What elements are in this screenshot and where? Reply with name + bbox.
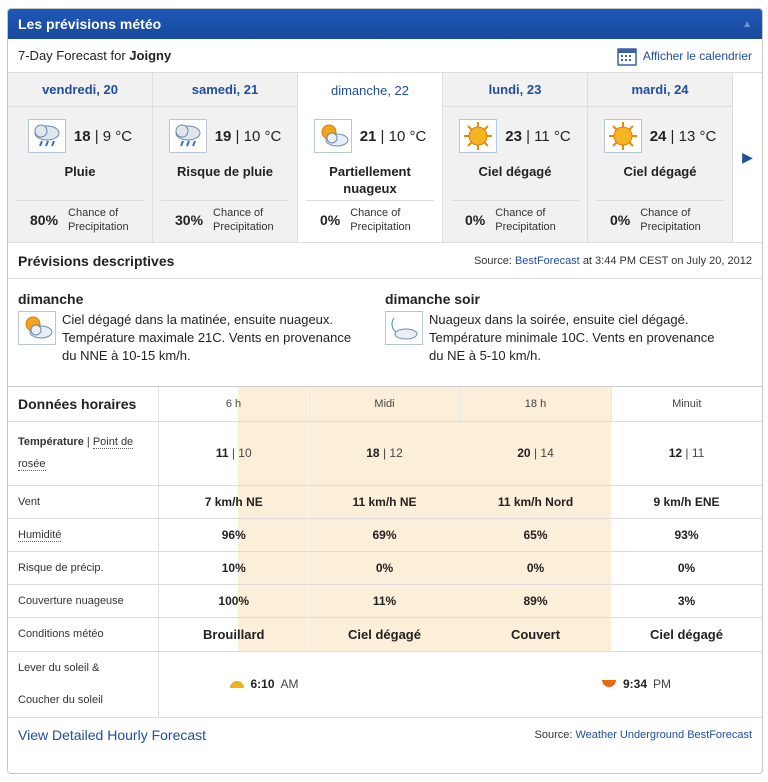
time-header: 18 h [460, 387, 611, 421]
calendar-link[interactable]: Afficher le calendrier [617, 46, 752, 66]
forecast-location-bar [8, 39, 762, 73]
precip-chance: 0% Chance of Precipitation [451, 200, 579, 238]
dew-point-link[interactable]: Point de rosée [18, 436, 134, 470]
day-condition: Ciel dégagé [478, 164, 552, 179]
footer-source: Source: Weather Underground BestForecast [534, 728, 752, 741]
day-name[interactable]: samedi, 21 [153, 73, 297, 107]
wind-row: Vent 7 km/h NE 11 km/h NE 11 km/h Nord 9 km/h ENE [8, 485, 762, 518]
city-name: Joigny [129, 48, 172, 63]
day-condition: Pluie [64, 164, 96, 179]
night-description-title: dimanche soir [385, 291, 480, 307]
hourly-table [8, 387, 762, 718]
humidity-row: Humidité 96% 69% 65% 93% [8, 518, 762, 551]
day-description [18, 291, 385, 386]
precip-chance: 80% Chance of Precipitation [16, 200, 144, 238]
hourly-forecast-link[interactable]: View Detailed Hourly Forecast [18, 726, 207, 743]
day-name[interactable]: mardi, 24 [588, 73, 732, 107]
partly-cloudy-icon [314, 119, 352, 153]
daily-forecast-strip [8, 73, 762, 243]
hourly-title: Données horaires [8, 387, 158, 421]
conditions-row: Conditions météo Brouillard Ciel dégagé Couvert Ciel dégagé [8, 617, 762, 651]
wunderground-link[interactable]: Weather Underground BestForecast [575, 728, 752, 741]
time-header: 6 h [158, 387, 309, 421]
forecast-location: 7-Day Forecast for Joigny [18, 48, 172, 63]
day-card[interactable]: lundi, 23 23 | 11 °C Ciel dégagé 0% Chance of Precipitation [443, 73, 588, 242]
night-description [385, 291, 752, 386]
widget-footer [8, 718, 762, 752]
day-card[interactable]: mardi, 24 24 | 13 °C Ciel dégagé 0% Chance of Precipitation [588, 73, 733, 242]
next-days-arrow-icon[interactable]: ▶ [733, 73, 762, 242]
time-header: Minuit [611, 387, 762, 421]
collapse-icon[interactable]: ▲ [742, 18, 752, 30]
day-name[interactable]: vendredi, 20 [8, 73, 152, 107]
precip-row: Risque de précip. 10% 0% 0% 0% [8, 551, 762, 584]
day-condition: Ciel dégagé [623, 164, 697, 179]
sunset-icon [601, 680, 617, 688]
descriptive-source: Source: BestForecast at 3:44 PM CEST on July 20, 2012 [473, 254, 752, 267]
partly-cloudy-night-icon [385, 311, 423, 345]
day-card[interactable]: samedi, 21 19 | 10 °C Risque de pluie 30% Chance of Precipitation [153, 73, 298, 242]
day-card[interactable]: vendredi, 20 18 | 9 °C Pluie 80% Chance of Precipitation [8, 73, 153, 242]
cloud-cover-row: Couverture nuageuse 100% 11% 89% 3% [8, 584, 762, 617]
descriptive-body [8, 279, 762, 387]
temperature-row: Température | Point de rosée 11 | 10 18 | 12 20 | 14 12 | 11 [8, 421, 762, 485]
night-description-text: Nuageux dans la soirée, ensuite ciel dégagé. Température minimale 10C. Vents en provenance du NE à 5-10 km/h. [429, 312, 715, 363]
precip-chance: 30% Chance of Precipitation [161, 200, 289, 238]
widget-title: Les prévisions météo [18, 16, 162, 32]
widget-title-bar [8, 9, 762, 39]
weather-widget [7, 8, 763, 774]
sun-icon [459, 119, 497, 153]
partly-cloudy-icon [18, 311, 56, 345]
calendar-icon [617, 46, 637, 66]
day-condition: Risque de pluie [176, 164, 274, 179]
sunrise: 6:10 AM [229, 677, 299, 691]
descriptive-header [8, 243, 762, 279]
sunrise-icon [229, 680, 245, 688]
time-header: Midi [309, 387, 460, 421]
day-description-text: Ciel dégagé dans la matinée, ensuite nuageux. Température maximale 21C. Vents en provenance du NNE à 10-15 km/h. [62, 312, 352, 363]
sunset: 9:34 PM [601, 677, 671, 691]
day-card-selected[interactable]: dimanche, 22 21 | 10 °C Partiellement nuageux 0% Chance of Precipitation [298, 73, 443, 242]
sun-row: Lever du soleil & Coucher du soleil 6:10 AM 9:34 PM [8, 651, 762, 717]
rain-icon [169, 119, 207, 153]
bestforecast-link[interactable]: BestForecast [514, 254, 580, 267]
precip-chance: 0% Chance of Precipitation [596, 200, 724, 238]
hourly-header-row [8, 387, 762, 421]
rain-icon [28, 119, 66, 153]
day-condition: Partiellement nuageux [329, 164, 411, 196]
descriptive-title: Prévisions descriptives [18, 252, 175, 269]
day-name[interactable]: lundi, 23 [443, 73, 587, 107]
precip-chance: 0% Chance of Precipitation [306, 200, 434, 238]
sun-icon [604, 119, 642, 153]
humidity-link[interactable]: Humidité [18, 528, 62, 541]
day-name[interactable]: dimanche, 22 [298, 73, 442, 107]
day-description-title: dimanche [18, 291, 84, 307]
